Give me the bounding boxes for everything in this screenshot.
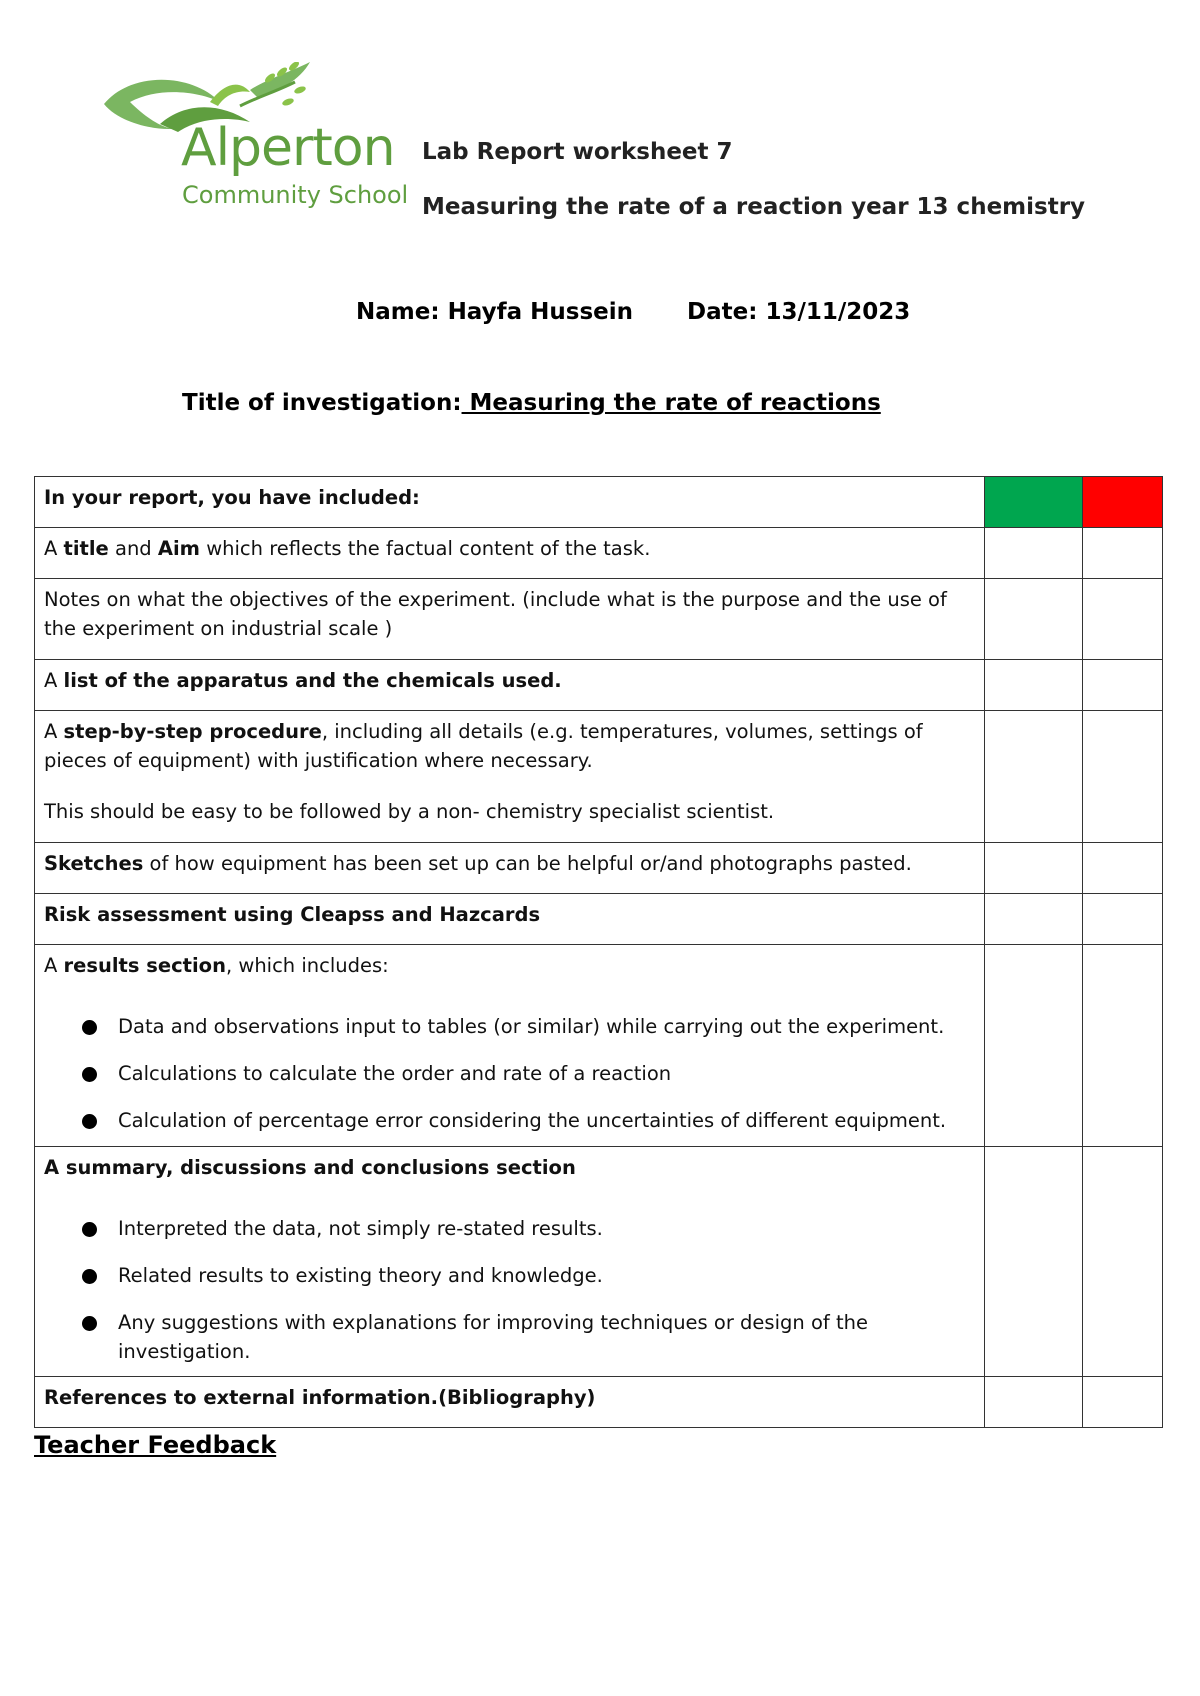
bullet-icon	[82, 1269, 97, 1284]
checklist-item: Sketches of how equipment has been set up can be helpful or/and photographs pasted.	[35, 843, 985, 894]
table-row	[35, 1147, 1163, 1377]
not-done-checkbox[interactable]	[1083, 528, 1163, 579]
table-row	[35, 945, 1163, 1147]
table-row	[35, 660, 1163, 711]
investigation-title	[182, 390, 881, 416]
list-item: Calculation of percentage error considering the uncertainties of different equipment.	[44, 1106, 975, 1135]
bullet-icon	[82, 1114, 97, 1129]
list-item: Any suggestions with explanations for improving techniques or design of the investigation.	[44, 1308, 975, 1366]
student-info	[356, 299, 910, 325]
checklist-item: Risk assessment using Cleapss and Hazcards	[35, 894, 985, 945]
date-label: Date:	[687, 299, 758, 325]
done-checkbox[interactable]	[985, 894, 1083, 945]
list-item: Interpreted the data, not simply re-stated results.	[44, 1214, 975, 1243]
done-checkbox[interactable]	[985, 1147, 1083, 1377]
report-date: 13/11/2023	[765, 299, 911, 325]
bullet-icon	[82, 1222, 97, 1237]
table-row	[35, 711, 1163, 843]
not-done-column-header	[1083, 477, 1163, 528]
not-done-checkbox[interactable]	[1083, 660, 1163, 711]
checklist-item: A summary, discussions and conclusions section Interpreted the data, not simply re-stated results. Related results to existing theory and knowledge. Any suggestions with explanations for improving techniques or design of the investigation.	[35, 1147, 985, 1377]
bullet-icon	[82, 1316, 97, 1331]
name-label: Name:	[356, 299, 440, 325]
report-checklist-table	[34, 476, 1163, 1428]
logo-school-subtitle: Community School	[182, 181, 409, 209]
bullet-icon	[82, 1067, 97, 1082]
student-name: Hayfa Hussein	[447, 299, 634, 325]
investigation-label: Title of investigation:	[182, 390, 462, 416]
investigation-title-value: Measuring the rate of reactions	[461, 390, 881, 416]
done-checkbox[interactable]	[985, 660, 1083, 711]
not-done-checkbox[interactable]	[1083, 1377, 1163, 1428]
done-checkbox[interactable]	[985, 1377, 1083, 1428]
not-done-checkbox[interactable]	[1083, 1147, 1163, 1377]
table-row	[35, 528, 1163, 579]
not-done-checkbox[interactable]	[1083, 843, 1163, 894]
list-item: Data and observations input to tables (or similar) while carrying out the experiment.	[44, 1012, 975, 1041]
table-row	[35, 579, 1163, 660]
not-done-checkbox[interactable]	[1083, 894, 1163, 945]
logo-school-name: Alperton	[181, 118, 395, 178]
checklist-item: A title and Aim which reflects the factual content of the task.	[35, 528, 985, 579]
bullet-icon	[82, 1020, 97, 1035]
checklist-item: A results section, which includes: Data and observations input to tables (or similar) while carrying out the experiment. Calculations to calculate the order and rate of a reaction Calculation of percentage error considering the uncertainties of different equipment.	[35, 945, 985, 1147]
done-checkbox[interactable]	[985, 579, 1083, 660]
done-checkbox[interactable]	[985, 528, 1083, 579]
done-checkbox[interactable]	[985, 711, 1083, 843]
table-row	[35, 894, 1163, 945]
table-row	[35, 843, 1163, 894]
worksheet-subtitle: Measuring the rate of a reaction year 13 chemistry	[422, 194, 1086, 220]
list-item: Related results to existing theory and knowledge.	[44, 1261, 975, 1290]
teacher-feedback-heading: Teacher Feedback	[34, 1431, 277, 1459]
checklist-item: Notes on what the objectives of the experiment. (include what is the purpose and the use of the experiment on industrial scale )	[35, 579, 985, 660]
not-done-checkbox[interactable]	[1083, 711, 1163, 843]
checklist-heading: In your report, you have included:	[35, 477, 985, 528]
list-item: Calculations to calculate the order and rate of a reaction	[44, 1059, 975, 1088]
checklist-item: A list of the apparatus and the chemicals used.	[35, 660, 985, 711]
worksheet-title: Lab Report worksheet 7	[422, 139, 733, 165]
checklist-item: A step-by-step procedure, including all details (e.g. temperatures, volumes, settings of pieces of equipment) with justification where necessary. This should be easy to be followed by a non- chemistry specialist scientist.	[35, 711, 985, 843]
done-column-header	[985, 477, 1083, 528]
not-done-checkbox[interactable]	[1083, 945, 1163, 1147]
done-checkbox[interactable]	[985, 945, 1083, 1147]
table-header-row	[35, 477, 1163, 528]
done-checkbox[interactable]	[985, 843, 1083, 894]
table-row	[35, 1377, 1163, 1428]
checklist-item: References to external information.(Bibliography)	[35, 1377, 985, 1428]
not-done-checkbox[interactable]	[1083, 579, 1163, 660]
